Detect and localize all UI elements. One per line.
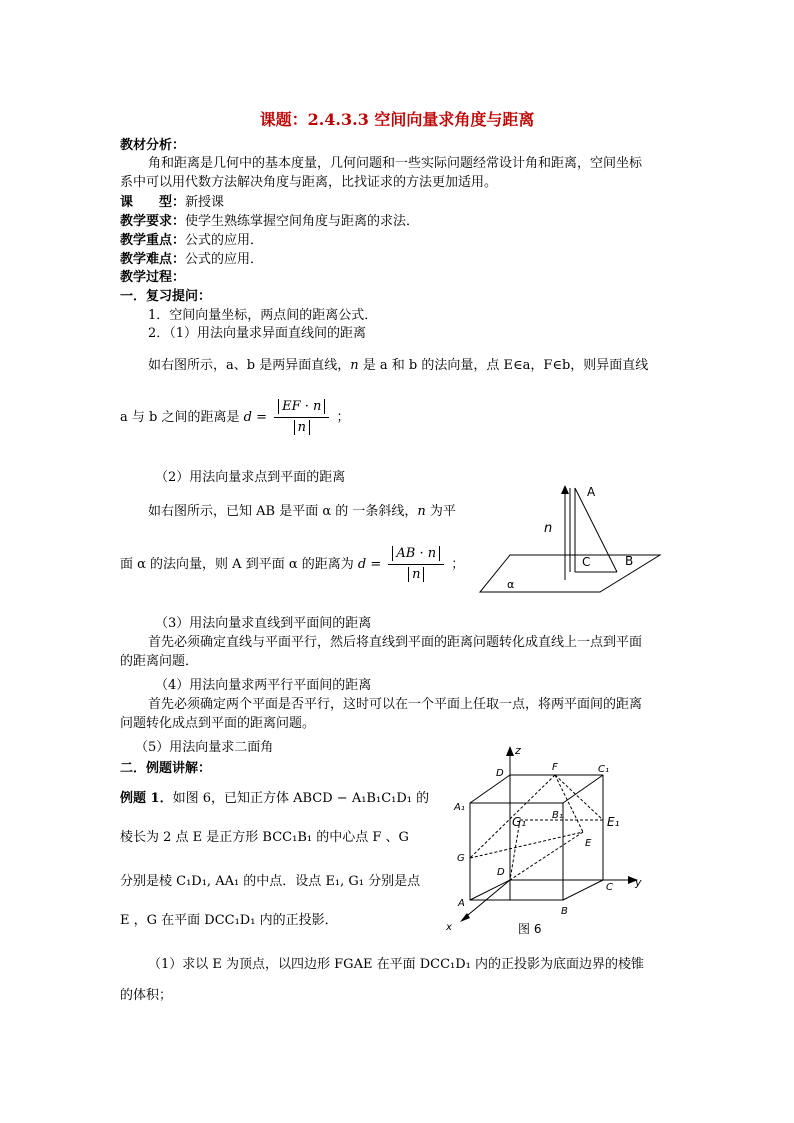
analysis-label: 教材分析： <box>120 138 186 153</box>
label-a: A <box>458 898 465 909</box>
review-paragraph-1: 如右图所示，a、b 是两异面直线，n 是 a 和 b 的法向量，点 E∈a，F∈b，则异面直线 <box>148 358 649 373</box>
example-1-line-3: 分别是棱 C₁D₁, AA₁ 的中点．设点 E₁, G₁ 分别是点 <box>120 874 421 889</box>
label-c: C <box>606 882 613 893</box>
review-sub-4-text-2: 问题转化成点到平面的距离问题。 <box>120 716 316 731</box>
page-title: 课题：2.4.3.3 空间向量求角度与距离 <box>259 110 535 129</box>
question-1-line-2: 的体积； <box>120 988 173 1003</box>
examples-heading: 二．例题讲解： <box>120 761 212 776</box>
normal-arrow-head <box>561 485 569 494</box>
difficulty: 教学难点：公式的应用． <box>120 252 264 267</box>
label-a1: A₁ <box>454 802 465 813</box>
analysis-text-2: 系中可以用代数方法解决角度与距离，比找证求的方法更加适用。 <box>120 175 498 190</box>
review-sub-3-text-2: 的距离问题． <box>120 654 199 669</box>
label-c1: C₁ <box>598 764 609 775</box>
label-e: E <box>585 838 592 849</box>
example-1-line-1: 例题 1．如图 6，已知正方体 ABCD − A₁B₁C₁D₁ 的 <box>120 791 430 806</box>
label-f: F <box>552 762 558 773</box>
label-d-bottom: D <box>497 867 505 878</box>
label-b: B <box>625 554 634 568</box>
review-sub-3: （3）用法向量求直线到平面间的距离 <box>155 616 372 631</box>
review-paragraph-2: a 与 b 之间的距离是 d = $\frac{EF \cdot n}{n}$ ； <box>120 399 350 435</box>
review-paragraph-3: 如右图所示，已知 AB 是平面 α 的 一条斜线，n 为平 <box>148 504 456 519</box>
analysis-text-1: 角和距离是几何中的基本度量，几何问题和一些实际问题经常设计角和距离，空间坐标 <box>148 156 643 171</box>
formula-line-distance: $\frac{EF \cdot n}{n}$ <box>274 398 329 437</box>
label-x: x <box>446 922 452 933</box>
formula-point-plane-distance: $\frac{AB \cdot n}{n}$ <box>388 545 444 584</box>
label-b: B <box>561 906 568 917</box>
review-paragraph-4: 面 α 的法向量，则 A 到平面 α 的距离为 d = $\frac{AB \cdot n}{n}$ ； <box>120 546 465 582</box>
teaching-requirement: 教学要求：使学生熟练掌握空间角度与距离的求法． <box>120 214 420 229</box>
example-1-line-4: E ，G 在平面 DCC₁D₁ 内的正投影． <box>120 913 338 928</box>
label-c: C <box>582 555 591 569</box>
label-a: A <box>587 485 596 499</box>
label-e1: E₁ <box>607 815 620 829</box>
label-b1: B₁ <box>552 810 563 821</box>
label-g1: G₁ <box>512 815 527 829</box>
review-sub-4: （4）用法向量求两平行平面间的距离 <box>155 678 372 693</box>
process-label: 教学过程： <box>120 270 186 285</box>
lesson-type: 课 型：新授课 <box>120 195 225 210</box>
cube-figure <box>440 740 650 940</box>
review-sub-3-text-1: 首先必须确定直线与平面平行，然后将直线到平面的距离问题转化成直线上一点到平面 <box>148 635 643 650</box>
figure-caption: 图 6 <box>518 922 542 936</box>
example-1-line-2: 棱长为 2 点 E 是正方形 BCC₁B₁ 的中心点 F 、G <box>120 830 409 845</box>
label-y: y <box>635 876 642 889</box>
review-item-1: 1．空间向量坐标，两点间的距离公式． <box>148 308 378 323</box>
review-heading: 一．复习提问： <box>120 289 212 304</box>
label-z: z <box>515 744 521 757</box>
label-g: G <box>457 853 465 864</box>
label-alpha: α <box>507 578 515 591</box>
key-point: 教学重点：公式的应用． <box>120 233 264 248</box>
review-sub-5: （5）用法向量求二面角 <box>135 740 274 755</box>
label-n: n <box>544 521 553 536</box>
review-sub-2: （2）用法向量求点到平面的距离 <box>155 470 346 485</box>
review-sub-4-text-1: 首先必须确定两个平面是否平行，这时可以在一个平面上任取一点，将两平面间的距离 <box>148 697 643 712</box>
review-item-2: 2．（1）用法向量求异面直线间的距离 <box>148 326 367 341</box>
question-1-line-1: （1）求以 E 为顶点，以四边形 FGAE 在平面 DCC₁D₁ 内的正投影为底面边界的棱锥 <box>148 957 644 972</box>
plane-figure <box>470 480 670 600</box>
label-d-top: D <box>496 768 504 779</box>
